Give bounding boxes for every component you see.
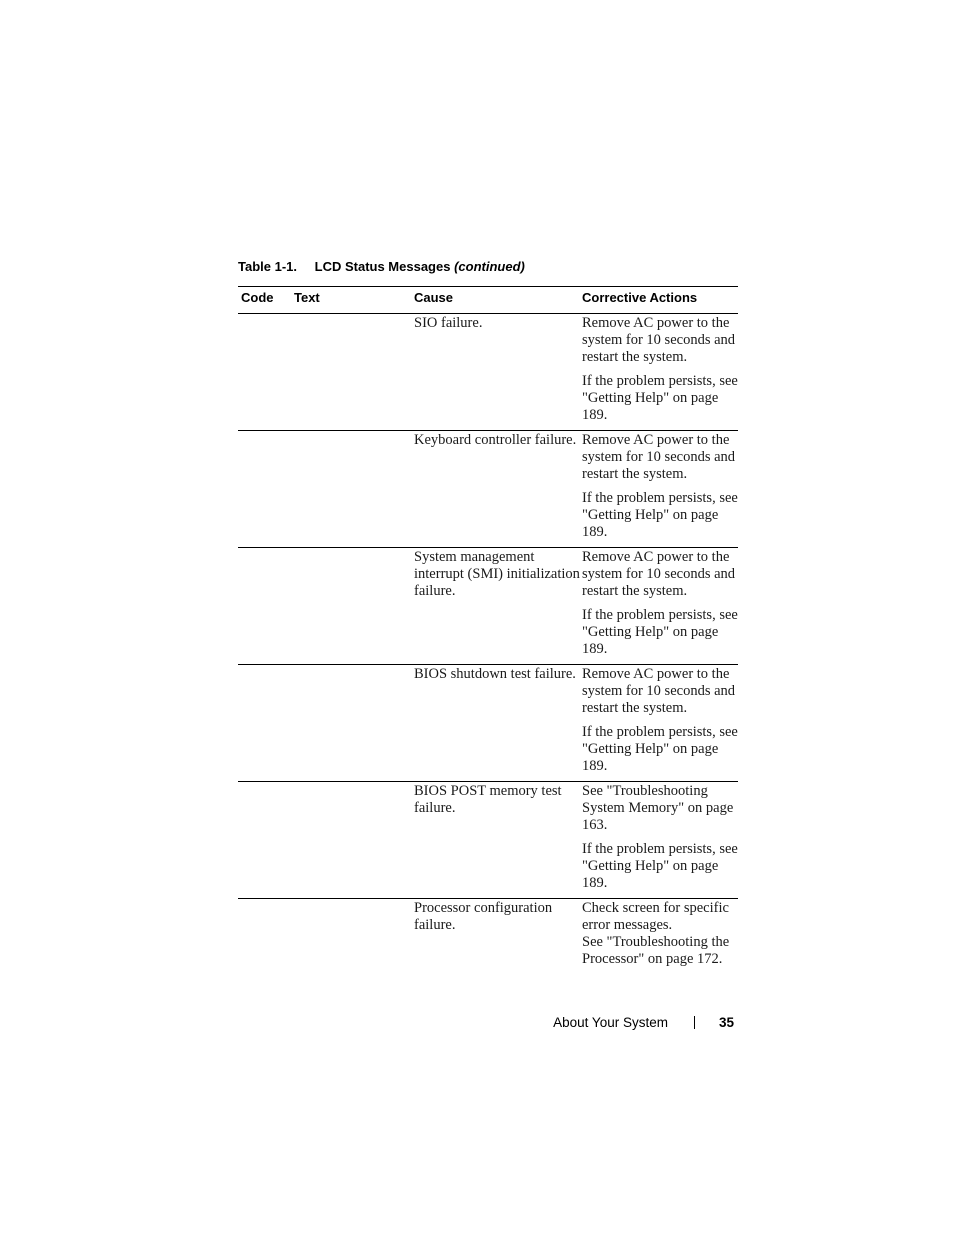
table-row — [238, 431, 738, 548]
footer-section-title: About Your System — [553, 1015, 668, 1030]
cause-cell: Processor configuration failure. — [414, 900, 553, 933]
table-row — [238, 548, 738, 665]
action-cell — [582, 549, 738, 665]
action-text: If the problem persists, see "Getting Help" on page 189. — [582, 607, 738, 657]
table-row — [238, 782, 738, 899]
table-row — [238, 899, 738, 979]
table-caption — [238, 259, 525, 274]
action-text: See "Troubleshooting the Processor" on page 172. — [582, 934, 730, 967]
cause-cell: BIOS POST memory test failure. — [414, 783, 562, 816]
action-text: See "Troubleshooting System Memory" on page 163. — [582, 783, 734, 833]
action-text: Remove AC power to the system for 10 seconds and restart the system. — [582, 549, 736, 599]
action-cell — [582, 432, 738, 548]
action-text: If the problem persists, see "Getting Help" on page 189. — [582, 724, 738, 774]
cause-cell: SIO failure. — [414, 315, 483, 331]
footer-divider — [694, 1016, 695, 1029]
action-cell — [582, 900, 738, 968]
action-text: Check screen for specific error messages. — [582, 900, 729, 933]
header-code: Code — [241, 290, 274, 305]
action-text: Remove AC power to the system for 10 seconds and restart the system. — [582, 432, 736, 482]
lcd-status-table — [238, 286, 738, 979]
cause-cell: System management interrupt (SMI) initialization failure. — [414, 549, 580, 599]
caption-title: LCD Status Messages — [314, 259, 451, 274]
table-row — [238, 314, 738, 431]
action-cell — [582, 783, 738, 899]
table-row — [238, 665, 738, 782]
action-cell — [582, 315, 738, 431]
action-text: Remove AC power to the system for 10 seconds and restart the system. — [582, 315, 736, 365]
page-footer — [553, 1015, 734, 1030]
header-cause: Cause — [414, 290, 454, 305]
action-text: Remove AC power to the system for 10 seconds and restart the system. — [582, 666, 736, 716]
action-cell — [582, 666, 738, 782]
action-text: If the problem persists, see "Getting Help" on page 189. — [582, 841, 738, 891]
action-text: If the problem persists, see "Getting Help" on page 189. — [582, 373, 738, 423]
cause-cell: Keyboard controller failure. — [414, 432, 577, 448]
header-corrective-actions: Corrective Actions — [582, 290, 698, 305]
caption-label: Table 1-1. — [238, 259, 298, 274]
cause-cell: BIOS shutdown test failure. — [414, 666, 576, 682]
page-number: 35 — [718, 1015, 734, 1030]
action-text: If the problem persists, see "Getting Help" on page 189. — [582, 490, 738, 540]
caption-continued: (continued) — [454, 259, 525, 274]
header-text: Text — [294, 290, 320, 305]
table-header — [238, 287, 738, 314]
